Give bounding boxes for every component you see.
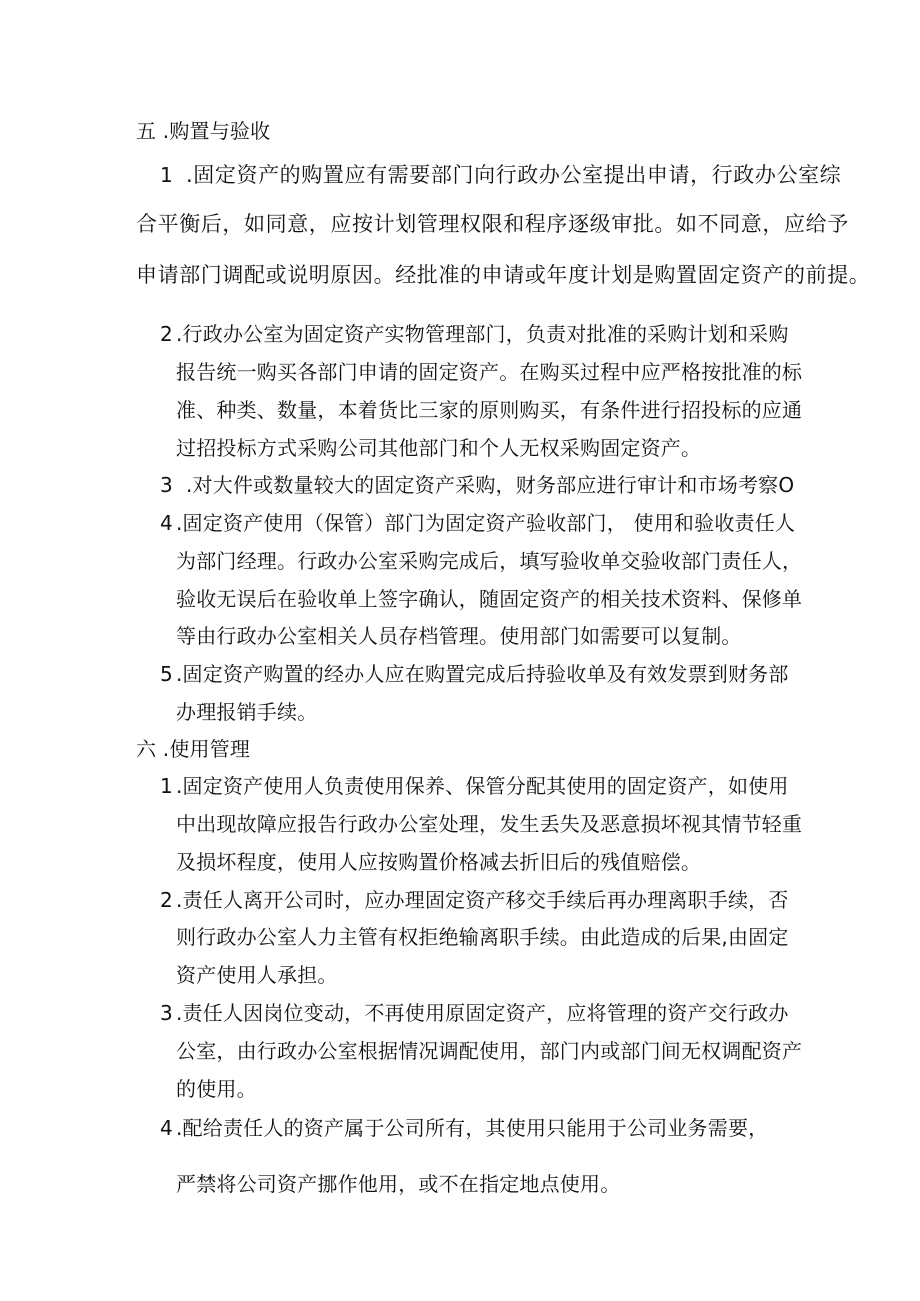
paragraph-line: 及损坏程度，使用人应按购置价格减去折旧后的残值赔偿。 xyxy=(176,850,702,874)
paragraph-line: 等由行政办公室相关人员存档管理。使用部门如需要可以复制。 xyxy=(176,624,742,648)
paragraph-line: 中出现故障应报告行政办公室处理，发生丢失及恶意损坏视其情节轻重 xyxy=(176,812,803,836)
paragraph-line: .对大件或数量较大的固定资产采购，财务部应进行审计和市场考察O xyxy=(186,473,795,497)
section-heading-6: 六 .使用管理 xyxy=(136,737,251,761)
paragraph-line: 过招投标方式采购公司其他部门和个人无权采购固定资产。 xyxy=(176,436,702,460)
paragraph-line: .固定资产的购置应有需要部门向行政办公室提出申请，行政办公室综 xyxy=(186,163,842,187)
paragraph-line: 报告统一购买各部门申请的固定资产。在购买过程中应严格按批准的标 xyxy=(176,360,803,384)
paragraph-line: 则行政办公室人力主管有权拒绝输离职手续。由此造成的后果,由固定 xyxy=(176,925,789,949)
paragraph-line: .固定资产使用（保管）部门为固定资产验收部门， 使用和验收责任人 xyxy=(176,511,796,535)
paragraph-line: 准、种类、数量，本着货比三家的原则购买，有条件进行招投标的应通 xyxy=(176,398,803,422)
paragraph-line: 合平衡后，如同意，应按计划管理权限和程序逐级审批。如不同意，应给予 xyxy=(136,212,849,236)
item-number: 5 xyxy=(160,662,173,686)
paragraph-line: .固定资产购置的经办人应在购置完成后持验收单及有效发票到财务部 xyxy=(176,662,789,686)
item-number: 4 xyxy=(160,511,173,535)
item-number: 3 xyxy=(160,473,173,497)
paragraph-line: 验收无误后在验收单上签字确认，随固定资产的相关技术资料、保修单 xyxy=(176,587,803,611)
paragraph-line: .行政办公室为固定资产实物管理部门，负责对批准的采购计划和采购 xyxy=(176,322,789,346)
paragraph-line: .责任人离开公司时，应办理固定资产移交手续后再办理离职手续，否 xyxy=(176,888,789,912)
paragraph-line: 的使用。 xyxy=(176,1077,257,1101)
paragraph-line: 资产使用人承担。 xyxy=(176,963,338,987)
item-number: 1 xyxy=(160,163,173,187)
paragraph-line: 严禁将公司资产挪作他用，或不在指定地点使用。 xyxy=(176,1172,621,1196)
item-number: 2 xyxy=(160,322,173,346)
paragraph-line: 为部门经理。行政办公室采购完成后，填写验收单交验收部门责任人， xyxy=(176,549,803,573)
paragraph-line: .固定资产使用人负责使用保养、保管分配其使用的固定资产，如使用 xyxy=(176,774,789,798)
paragraph-line: 办理报销手续。 xyxy=(176,700,318,724)
paragraph-line: .配给责任人的资产属于公司所有，其使用只能用于公司业务需要， xyxy=(176,1116,769,1140)
paragraph-line: .责任人因岗位变动，不再使用原固定资产，应将管理的资产交行政办 xyxy=(176,1001,789,1025)
item-number: 4 xyxy=(160,1116,173,1140)
paragraph-line: 公室，由行政办公室根据情况调配使用，部门内或部门间无权调配资产 xyxy=(176,1039,803,1063)
item-number: 1 xyxy=(160,774,173,798)
paragraph-line: 申请部门调配或说明原因。经批准的申请或年度计划是购置固定资产的前提。 xyxy=(136,263,871,287)
item-number: 3 xyxy=(160,1001,173,1025)
item-number: 2 xyxy=(160,888,173,912)
section-heading-5: 五 .购置与验收 xyxy=(136,119,271,143)
